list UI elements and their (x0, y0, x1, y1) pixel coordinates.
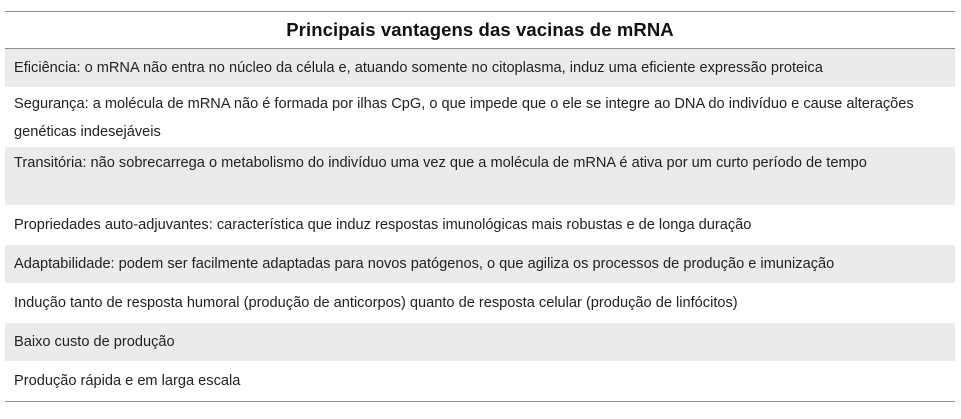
table-row-adaptability: Adaptabilidade: podem ser facilmente adaptadas para novos patógenos, o que agiliza os processos de produção e imunização (5, 245, 955, 284)
table-row-transitory: Transitória: não sobrecarrega o metabolismo do indivíduo uma vez que a molécula de mRNA é ativa por um curto período de tempo (5, 147, 955, 206)
table-row-low-cost: Baixo custo de produção (5, 323, 955, 362)
table-row-self-adjuvant: Propriedades auto-adjuvantes: característica que induz respostas imunológicas mais robustas e de longa duração (5, 206, 955, 245)
advantages-table (5, 11, 955, 402)
table-row-immune-response: Indução tanto de resposta humoral (produção de anticorpos) quanto de resposta celular (produção de linfócitos) (5, 284, 955, 323)
table-row-efficiency: Eficiência: o mRNA não entra no núcleo da célula e, atuando somente no citoplasma, induz uma eficiente expressão proteica (5, 49, 955, 88)
table-row-safety: Segurança: a molécula de mRNA não é formada por ilhas CpG, o que impede que o ele se integre ao DNA do indivíduo e cause alterações genéticas indesejáveis (5, 88, 955, 147)
table-title: Principais vantagens das vacinas de mRNA (5, 12, 955, 49)
table-row-fast-production: Produção rápida e em larga escala (14, 373, 241, 389)
